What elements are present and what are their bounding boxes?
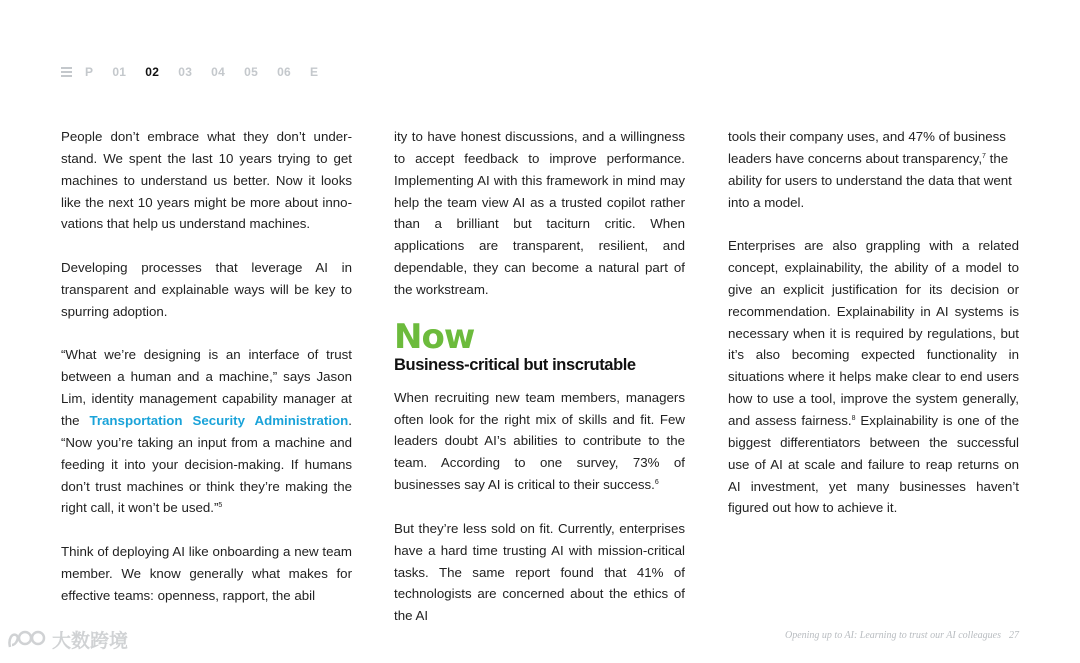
- nav-item-02[interactable]: 02: [145, 65, 160, 79]
- nav-item-01[interactable]: 01: [112, 65, 127, 79]
- text-column-1: [61, 126, 352, 607]
- menu-icon[interactable]: [61, 65, 72, 79]
- section-subtitle: Business-critical but inscrutable: [394, 355, 636, 374]
- paragraph-text: Explainability is one of the biggest differentiators between the successful use of AI at scale and failure to reap returns on AI investment, yet many businesses haven’t figured out how to achieve it.: [728, 412, 1019, 516]
- section-nav: [61, 64, 337, 80]
- text-column-2: [394, 126, 685, 627]
- paragraph: ity to have honest discussions, and a willingness to accept feedback to improve performance. Implementing AI with this framework in mind may help the team view AI as a trusted copilot rather than a brilliant but taciturn critic. When applications are transparent, resilient, and dependable, they can become a natural part of the workstream.: [394, 129, 685, 297]
- paragraph-text: tools their company uses, and 47% of business leaders have concerns about transparency,: [728, 129, 1006, 166]
- text-column-3: [728, 126, 1019, 519]
- paragraph: Think of deploying AI like onboarding a new team member. We know generally what makes for effective teams: openness, rapport, the abil: [61, 544, 352, 603]
- paragraph-text: When recruiting new team members, managers often look for the right mix of skills and fit. Few leaders doubt AI’s abilities to contribute to the team. According to one survey, 73% of businesses say AI is critical to their success.: [394, 389, 685, 493]
- footnote-ref[interactable]: 7: [982, 152, 986, 160]
- paragraph-text: “What we’re designing is an interface of trust between a human and a machine,” says Jason Lim, identity management capability manager at the: [61, 347, 352, 428]
- nav-item-05[interactable]: 05: [244, 65, 259, 79]
- tsa-link[interactable]: Transportation Security Administration: [89, 412, 349, 428]
- watermark: [6, 626, 128, 653]
- section-title: Now: [394, 316, 475, 357]
- watermark-logo-icon: [6, 627, 48, 653]
- paragraph: [394, 387, 685, 496]
- footnote-ref[interactable]: 5: [218, 502, 223, 510]
- footer-title: Opening up to AI: Learning to trust our AI colleagues: [784, 630, 1001, 641]
- page-footer: [785, 630, 1019, 641]
- paragraph-text: Enterprises are also grappling with a related concept, explainability, the ability of a model to give an explicit justification for its decision or recommendation. Explainability in AI systems is necessary when it is required by regulations, but it’s also becoming expected functionality in situations where it helps make clear to end users how to use a tool, improve the system generally, and assess fairness.: [728, 238, 1019, 428]
- quote-paragraph: [61, 344, 352, 519]
- nav-item-03[interactable]: 03: [178, 65, 193, 79]
- footnote-ref[interactable]: 8: [851, 414, 856, 422]
- paragraph: [728, 126, 1019, 213]
- paragraph-text: the ability for users to understand the data that went into a model.: [728, 150, 1012, 210]
- nav-item-06[interactable]: 06: [277, 65, 292, 79]
- footnote-ref[interactable]: 6: [654, 479, 659, 487]
- paragraph: But they’re less sold on fit. Currently, enterprises have a hard time trusting AI with mission-critical tasks. The same report found that 41% of technologists are concerned about the ethics of the AI: [394, 520, 685, 624]
- nav-item-04[interactable]: 04: [211, 65, 226, 79]
- page-number: 27: [1009, 630, 1019, 641]
- paragraph: Developing processes that leverage AI in transparent and explainable ways will be key to spurring adoption.: [61, 260, 352, 319]
- watermark-text: 大数跨境: [52, 630, 129, 652]
- nav-item-p[interactable]: P: [85, 65, 94, 79]
- paragraph: People don’t embrace what they don’t understand. We spent the last 10 years trying to get machines to understand us better. Now it looks like the next 10 years might be more about innovations that help us understand machines.: [61, 129, 352, 232]
- paragraph-text: . “Now you’re taking an input from a machine and feeding it into your decision-making. If humans don’t trust machines or think they’re making the right call, it won’t be used.”: [61, 412, 352, 516]
- nav-item-e[interactable]: E: [310, 65, 319, 79]
- paragraph: [728, 235, 1019, 519]
